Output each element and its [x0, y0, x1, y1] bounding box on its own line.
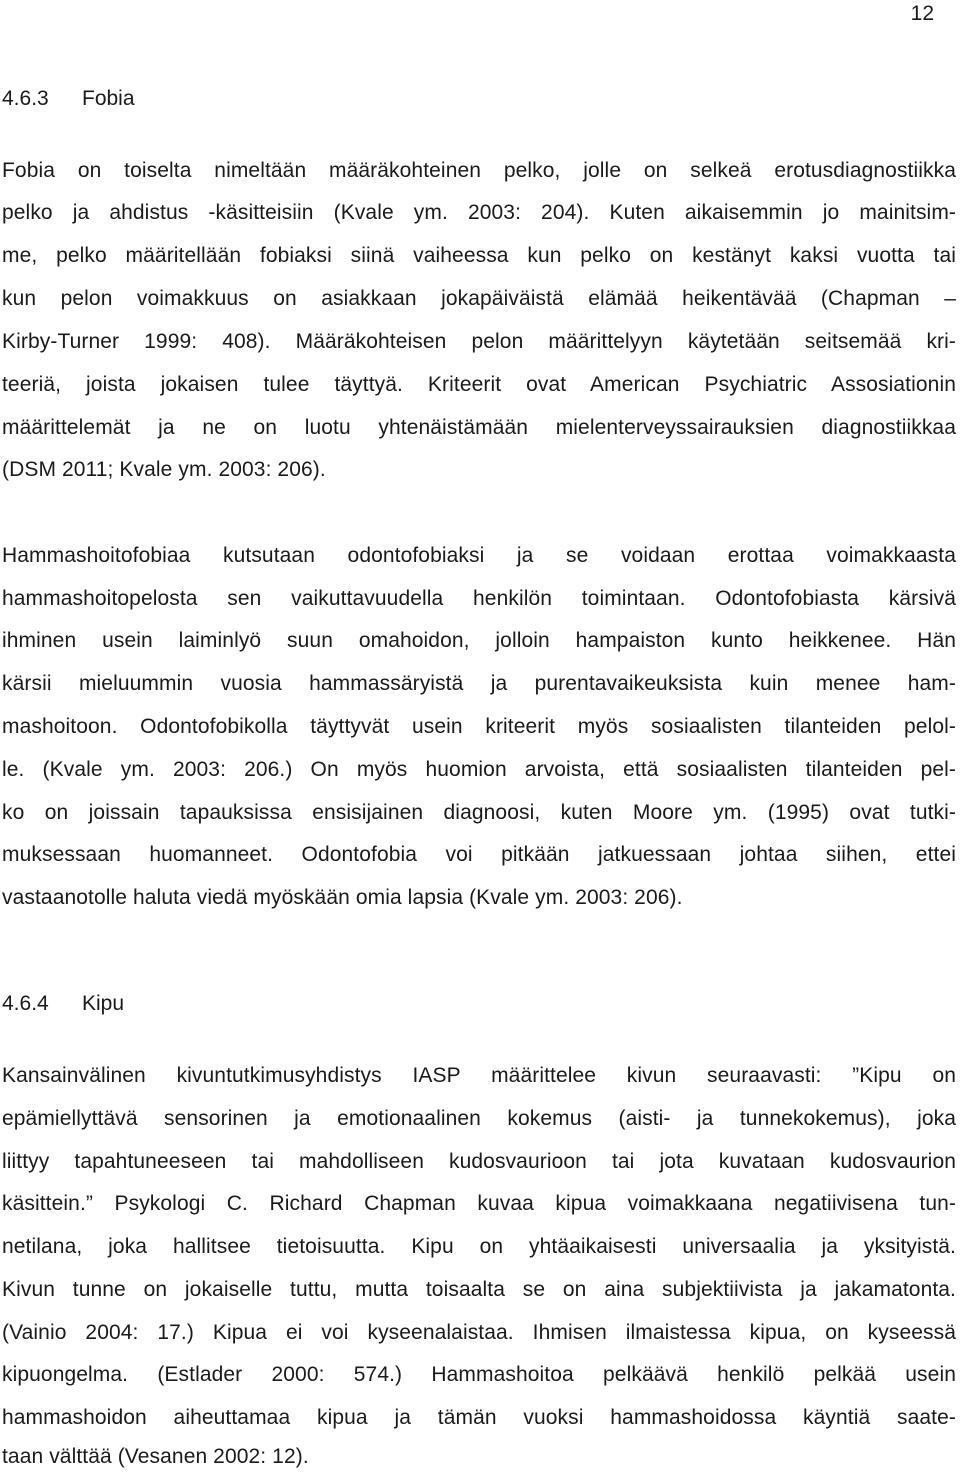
text-line: kipuongelma. (Estlader 2000: 574.) Hammashoitoa pelkäävä henkilö pelkää usein: [2, 1363, 956, 1386]
text-line: käsittein.” Psykologi C. Richard Chapman kuvaa kipua voimakkaana negatiivisena tun-: [2, 1192, 956, 1215]
text-line: me, pelko määritellään fobiaksi siinä vaiheessa kun pelko on kestänyt kaksi vuotta tai: [2, 244, 956, 267]
text-line: Kansainvälinen kivuntutkimusyhdistys IASP määrittelee kivun seuraavasti: ”Kipu on: [2, 1064, 956, 1087]
text-line: vastaanotolle haluta viedä myöskään omia lapsia (Kvale ym. 2003: 206).: [2, 886, 683, 909]
section-heading-fobia: [2, 86, 135, 112]
page-number: 12: [910, 2, 934, 25]
text-line: kärsii mieluummin vuosia hammassäryistä ja purentavaikeuksista kuin menee ham-: [2, 672, 956, 695]
text-line: epämiellyttävä sensorinen ja emotionaalinen kokemus (aisti- ja tunnekokemus), joka: [2, 1107, 956, 1130]
text-line: Kirby-Turner 1999: 408). Määräkohteisen pelon määrittelyyn käytetään seitsemää kri-: [2, 330, 956, 353]
text-line: muksessaan huomanneet. Odontofobia voi pitkään jatkuessaan johtaa siihen, ettei: [2, 843, 956, 866]
text-line: teeriä, joista jokaisen tulee täyttyä. Kriteerit ovat American Psychiatric Assosiationin: [2, 373, 956, 396]
section-number: 4.6.4: [2, 992, 49, 1015]
text-line: määrittelemät ja ne on luotu yhtenäistämään mielenterveyssairauksien diagnostiikkaa: [2, 416, 956, 439]
text-line: (Vainio 2004: 17.) Kipua ei voi kyseenalaistaa. Ihmisen ilmaistessa kipua, on kyseessä: [2, 1321, 956, 1344]
text-line: Fobia on toiselta nimeltään määräkohteinen pelko, jolle on selkeä erotusdiagnostiikka: [2, 159, 956, 182]
text-line: Kivun tunne on jokaiselle tuttu, mutta toisaalta se on aina subjektiivista ja jakamatonta.: [2, 1278, 956, 1301]
section-number: 4.6.3: [2, 87, 49, 110]
text-line: hammashoidon aiheuttamaa kipua ja tämän vuoksi hammashoidossa käyntiä saate-: [2, 1406, 956, 1429]
text-line: mashoitoon. Odontofobikolla täyttyvät usein kriteerit myös sosiaalisten tilanteiden pelol-: [2, 715, 956, 738]
text-line: Hammashoitofobiaa kutsutaan odontofobiaksi ja se voidaan erottaa voimakkaasta: [2, 544, 956, 567]
text-line: taan välttää (Vesanen 2002: 12).: [2, 1445, 309, 1468]
text-line: hammashoitopelosta sen vaikuttavuudella henkilön toimintaan. Odontofobiasta kärsivä: [2, 587, 956, 610]
text-line: netilana, joka hallitsee tietoisuutta. Kipu on yhtäaikaisesti universaalia ja yksityistä.: [2, 1235, 956, 1258]
text-line: kun pelon voimakkuus on asiakkaan jokapäiväistä elämää heikentävää (Chapman –: [2, 287, 956, 310]
section-heading-kipu: [2, 991, 124, 1017]
text-line: (DSM 2011; Kvale ym. 2003: 206).: [2, 458, 326, 481]
text-line: liittyy tapahtuneeseen tai mahdolliseen kudosvaurioon tai jota kuvataan kudosvaurion: [2, 1150, 956, 1173]
text-line: le. (Kvale ym. 2003: 206.) On myös huomion arvoista, että sosiaalisten tilanteiden pel-: [2, 758, 956, 781]
section-title: Kipu: [82, 992, 125, 1015]
section-title: Fobia: [82, 87, 135, 110]
text-line: pelko ja ahdistus -käsitteisiin (Kvale ym. 2003: 204). Kuten aikaisemmin jo mainitsim-: [2, 201, 956, 224]
text-line: ko on joissain tapauksissa ensisijainen diagnoosi, kuten Moore ym. (1995) ovat tutki-: [2, 801, 956, 824]
text-line: ihminen usein laiminlyö suun omahoidon, jolloin hampaiston kunto heikkenee. Hän: [2, 629, 956, 652]
